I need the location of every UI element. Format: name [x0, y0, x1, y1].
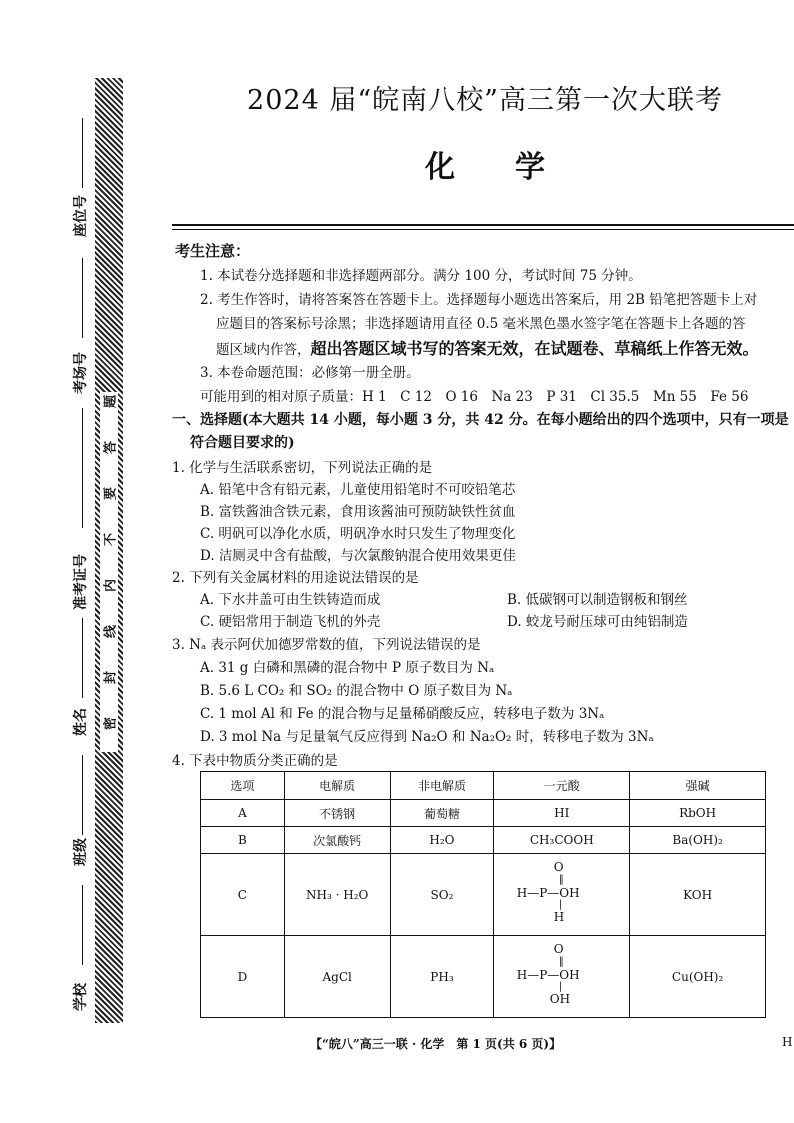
header-rule [172, 224, 794, 226]
q3-option-b: B. 5.6 L CO₂ 和 SO₂ 的混合物中 O 原子数目为 Nₐ [200, 683, 513, 699]
table-cell: Ba(OH)₂ [630, 827, 766, 854]
table-header-strong-base: 强碱 [630, 772, 766, 800]
q1-option-c: C. 明矾可以净化水质，明矾净水时只发生了物理变化 [200, 526, 516, 542]
field-line [82, 408, 83, 528]
notice-item-2: 2. 考生作答时，请将答案答在答题卡上。选择题每小题选出答案后，用 2B 铅笔把答题卡上对 [200, 292, 758, 308]
table-row [201, 800, 766, 827]
page-footer: 【“皖八”高三一联 · 化学 第 1 页(共 6 页)】 [310, 1037, 562, 1051]
notice-item-1: 1. 本试卷分选择题和非选择题两部分。满分 100 分，考试时间 75 分钟。 [200, 268, 642, 284]
table-cell: RbOH [630, 800, 766, 827]
field-line [82, 118, 83, 188]
table-cell: H₂O [390, 827, 494, 854]
seal-char: 密 [103, 717, 119, 731]
table-cell: B [201, 827, 285, 854]
seat-number-label: 座位号 [73, 195, 89, 237]
seal-char: 答 [103, 441, 119, 455]
section-heading: 一、选择题(本大题共 14 小题，每小题 3 分，共 42 分。在每小题给出的四个选项中，只有一项是 [172, 412, 789, 428]
seal-char: 线 [103, 625, 119, 639]
table-header-monoacid: 一元酸 [494, 772, 630, 800]
table-row [201, 936, 766, 1018]
exam-room-label: 考场号 [73, 352, 89, 394]
field-line [82, 755, 83, 835]
q3-option-d: D. 3 mol Na 与足量氧气反应得到 Na₂O 和 Na₂O₂ 时，转移电子数为 3Nₐ [200, 729, 654, 745]
seal-char: 要 [103, 487, 119, 501]
q2-stem: 2. 下列有关金属材料的用途说法错误的是 [172, 570, 419, 586]
q2-option-a: A. 下水井盖可由生铁铸造而成 [200, 592, 381, 608]
table-cell: SO₂ [390, 854, 494, 936]
seal-char: 题 [103, 395, 119, 409]
q1-option-d: D. 洁厕灵中含有盐酸，与次氯酸钠混合使用效果更佳 [200, 548, 516, 564]
notice-item-3: 3. 本卷命题范围：必修第一册全册。 [200, 365, 420, 381]
table-cell: AgCl [284, 936, 390, 1018]
q2-option-b: B. 低碳钢可以制造钢板和钢丝 [507, 592, 688, 608]
table-cell: PH₃ [390, 936, 494, 1018]
notice-item-2-end: 题区域内作答，超出答题区域书写的答案无效，在试题卷、草稿纸上作答无效。 [216, 339, 759, 358]
table-header-nonelectrolyte: 非电解质 [390, 772, 494, 800]
table-cell: A [201, 800, 285, 827]
seal-char: 内 [103, 579, 119, 593]
corner-mark: H [782, 1035, 793, 1049]
table-row [201, 854, 766, 936]
subject-title: 化学 [425, 150, 605, 185]
table-cell: KOH [630, 854, 766, 936]
header-rule-thin [172, 229, 794, 230]
section-heading-cont: 符合题目要求的) [190, 435, 295, 451]
table-header-electrolyte: 电解质 [284, 772, 390, 800]
field-line [82, 885, 83, 965]
h3po3-structure: O ‖ H—P—OH | OH [516, 942, 580, 1006]
table-row [201, 827, 766, 854]
table-cell-structure [494, 854, 630, 936]
admission-number-label: 准考证号 [73, 554, 89, 610]
atomic-masses: 可能用到的相对原子质量：H 1 C 12 O 16 Na 23 P 31 Cl 35.5 Mn 55 Fe 56 [200, 389, 749, 405]
table-cell: 次氯酸钙 [284, 827, 390, 854]
q1-option-b: B. 富铁酱油含铁元素，食用该酱油可预防缺铁性贫血 [200, 504, 516, 520]
notice-emphasis: 超出答题区域书写的答案无效，在试题卷、草稿纸上作答无效。 [310, 339, 759, 358]
notice-item-2-cont: 应题目的答案标号涂黑；非选择题请用直径 0.5 毫米黑色墨水签字笔在答题卡上各题的答 [216, 316, 746, 332]
name-label: 姓名 [73, 708, 89, 736]
field-line [82, 258, 83, 338]
table-cell: 葡萄糖 [390, 800, 494, 827]
class-label: 班级 [73, 838, 89, 866]
table-cell: NH₃ · H₂O [284, 854, 390, 936]
q2-option-c: C. 硬铝常用于制造飞机的外壳 [200, 614, 381, 630]
school-label: 学校 [73, 983, 89, 1011]
table-cell: CH₃COOH [494, 827, 630, 854]
field-line [82, 618, 83, 698]
table-cell: HI [494, 800, 630, 827]
binding-margin [0, 0, 160, 1123]
h3po2-structure: O ‖ H—P—OH | H [516, 860, 580, 924]
q2-option-d: D. 蛟龙号耐压球可由纯铝制造 [507, 614, 688, 630]
table-cell: C [201, 854, 285, 936]
table-header-option: 选项 [201, 772, 285, 800]
exam-title: 2024 届“皖南八校”高三第一次大联考 [247, 85, 723, 116]
seal-char: 不 [103, 533, 119, 547]
classification-table [200, 771, 766, 1018]
q3-option-c: C. 1 mol Al 和 Fe 的混合物与足量稀硝酸反应，转移电子数为 3Nₐ [200, 706, 605, 722]
notice-heading: 考生注意： [175, 242, 251, 260]
table-cell: D [201, 936, 285, 1018]
table-cell-structure [494, 936, 630, 1018]
table-cell: Cu(OH)₂ [630, 936, 766, 1018]
q1-option-a: A. 铅笔中含有铅元素，儿童使用铅笔时不可咬铅笔芯 [200, 482, 516, 498]
q3-option-a: A. 31 g 白磷和黑磷的混合物中 P 原子数目为 Nₐ [200, 660, 495, 676]
table-cell: 不锈钢 [284, 800, 390, 827]
q3-stem: 3. Nₐ 表示阿伏加德罗常数的值，下列说法错误的是 [172, 637, 481, 653]
q1-stem: 1. 化学与生活联系密切，下列说法正确的是 [172, 460, 433, 476]
seal-char: 封 [103, 671, 119, 685]
q4-stem: 4. 下表中物质分类正确的是 [172, 753, 338, 769]
